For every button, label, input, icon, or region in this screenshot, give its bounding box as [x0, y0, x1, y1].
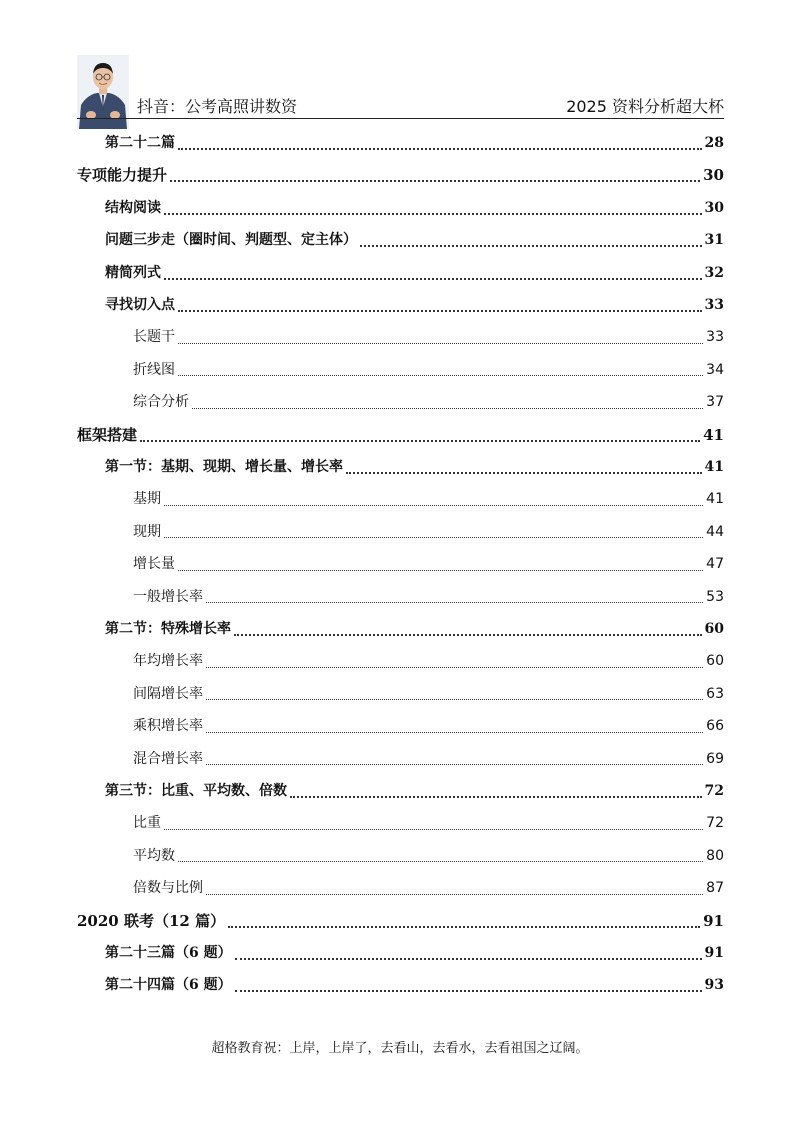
toc-entry-page-number: 60 — [706, 653, 724, 670]
toc-entry-page-number: 30 — [704, 199, 724, 216]
toc-entry-page-number: 41 — [704, 459, 724, 475]
toc-entry-title: 倍数与比例 — [133, 880, 203, 897]
toc-entry-page-number: 33 — [706, 329, 724, 346]
toc-entry[interactable] — [133, 326, 724, 348]
toc-entry-page-number: 44 — [706, 523, 724, 540]
page-footer: 超格教育祝：上岸，上岸了，去看山，去看水，去看祖国之辽阔。 — [211, 1041, 589, 1056]
toc-leader-dots — [170, 180, 700, 182]
toc-entry-title: 年均增长率 — [133, 653, 203, 670]
toc-entry-page-number: 47 — [706, 556, 724, 573]
toc-entry-page-number: 72 — [704, 783, 724, 799]
toc-entry-title: 专项能力提升 — [77, 166, 168, 185]
toc-leader-dots — [140, 440, 700, 442]
toc-entry[interactable] — [105, 294, 724, 316]
toc-leader-dots — [178, 570, 703, 571]
toc-entry-title: 第二十四篇（6 题） — [105, 977, 232, 994]
toc-entry[interactable] — [105, 974, 724, 996]
toc-entry[interactable] — [105, 618, 724, 640]
toc-entry[interactable] — [105, 132, 724, 154]
toc-leader-dots — [164, 537, 703, 538]
toc-entry[interactable] — [105, 942, 724, 964]
toc-entry-title: 第二十三篇（6 题） — [105, 945, 232, 961]
toc-leader-dots — [178, 310, 702, 312]
toc-leader-dots — [178, 861, 703, 862]
toc-entry-title: 一般增长率 — [133, 588, 203, 605]
toc-entry-title: 平均数 — [133, 847, 175, 864]
toc-entry[interactable] — [105, 456, 724, 478]
toc-entry-page-number: 91 — [703, 911, 724, 930]
toc-leader-dots — [178, 375, 703, 376]
toc-leader-dots — [235, 990, 702, 992]
toc-entry-page-number: 32 — [704, 264, 724, 281]
toc-entry-page-number: 80 — [706, 847, 724, 864]
toc-entry-title: 增长量 — [133, 556, 175, 573]
toc-leader-dots — [164, 505, 703, 506]
toc-entry[interactable] — [77, 910, 724, 932]
toc-entry[interactable] — [133, 650, 724, 672]
toc-entry-title: 问题三步走（圈时间、判题型、定主体） — [105, 232, 357, 249]
header-douyin-account: 抖音：公考高照讲数资 — [137, 97, 298, 116]
toc-entry-title: 折线图 — [133, 361, 175, 378]
toc-entry-page-number: 41 — [706, 491, 724, 508]
toc-entry-title: 综合分析 — [133, 394, 189, 411]
toc-entry[interactable] — [133, 488, 724, 510]
toc-entry-page-number: 66 — [706, 718, 724, 735]
toc-entry-title: 结构阅读 — [105, 199, 161, 216]
toc-entry-page-number: 33 — [704, 297, 724, 313]
toc-entry-page-number: 72 — [706, 815, 724, 832]
toc-entry-page-number: 53 — [706, 588, 724, 605]
toc-entry[interactable] — [77, 424, 724, 446]
toc-leader-dots — [290, 796, 702, 798]
toc-entry-title: 现期 — [133, 523, 161, 540]
header-book-title: 2025 资料分析超大杯 — [566, 97, 724, 116]
toc-leader-dots — [235, 958, 702, 960]
toc-entry-title: 基期 — [133, 491, 161, 508]
toc-entry-title: 框架搭建 — [77, 425, 138, 444]
toc-leader-dots — [192, 408, 703, 409]
toc-entry-title: 第二节：特殊增长率 — [105, 621, 231, 637]
toc-entry-page-number: 41 — [703, 425, 724, 444]
toc-leader-dots — [206, 699, 703, 700]
toc-leader-dots — [164, 278, 702, 280]
toc-leader-dots — [228, 926, 700, 928]
toc-entry[interactable] — [105, 262, 724, 284]
toc-leader-dots — [164, 829, 703, 830]
toc-entry[interactable] — [133, 586, 724, 608]
toc-entry-page-number: 34 — [706, 361, 724, 378]
toc-entry-page-number: 31 — [704, 232, 724, 249]
toc-entry-title: 2020 联考（12 篇） — [77, 911, 226, 930]
toc-entry-page-number: 87 — [706, 880, 724, 897]
toc-entry[interactable] — [133, 715, 724, 737]
toc-entry-title: 第一节：基期、现期、增长量、增长率 — [105, 459, 343, 475]
toc-leader-dots — [164, 213, 702, 215]
toc-entry[interactable] — [133, 391, 724, 413]
toc-entry[interactable] — [133, 877, 724, 899]
toc-leader-dots — [206, 894, 703, 895]
toc-entry[interactable] — [133, 748, 724, 770]
toc-entry-title: 乘积增长率 — [133, 718, 203, 735]
toc-entry-title: 长题干 — [133, 329, 175, 346]
toc-entry-title: 比重 — [133, 815, 161, 832]
toc-entry-page-number: 91 — [704, 945, 724, 961]
toc-entry[interactable] — [133, 845, 724, 867]
toc-leader-dots — [178, 343, 703, 344]
toc-entry-page-number: 37 — [706, 394, 724, 411]
toc-entry[interactable] — [133, 683, 724, 705]
toc-leader-dots — [206, 732, 703, 733]
toc-entry-title: 第三节：比重、平均数、倍数 — [105, 783, 287, 799]
toc-entry[interactable] — [105, 197, 724, 219]
toc-entry[interactable] — [133, 521, 724, 543]
toc-entry[interactable] — [105, 780, 724, 802]
toc-entry[interactable] — [133, 359, 724, 381]
toc-entry-title: 间隔增长率 — [133, 685, 203, 702]
toc-leader-dots — [234, 634, 702, 636]
toc-entry[interactable] — [133, 553, 724, 575]
header-divider — [77, 118, 724, 119]
toc-entry[interactable] — [77, 164, 724, 186]
toc-entry[interactable] — [133, 812, 724, 834]
toc-entry-page-number: 93 — [704, 977, 724, 994]
toc-entry-page-number: 60 — [704, 621, 724, 637]
toc-leader-dots — [206, 667, 703, 668]
toc-entry-title: 寻找切入点 — [105, 297, 175, 313]
toc-leader-dots — [206, 764, 703, 765]
page-header — [0, 0, 800, 130]
toc-entry[interactable] — [105, 229, 724, 251]
toc-leader-dots — [360, 245, 702, 247]
toc-entry-title: 第二十二篇 — [105, 135, 175, 151]
toc-entry-page-number: 28 — [704, 135, 724, 151]
toc-entry-title: 精简列式 — [105, 264, 161, 281]
toc-leader-dots — [346, 472, 702, 474]
toc-leader-dots — [206, 602, 703, 603]
toc-entry-page-number: 69 — [706, 750, 724, 767]
toc-entry-title: 混合增长率 — [133, 750, 203, 767]
toc-leader-dots — [178, 148, 702, 150]
toc-entry-page-number: 63 — [706, 685, 724, 702]
toc-entry-page-number: 30 — [703, 166, 724, 185]
